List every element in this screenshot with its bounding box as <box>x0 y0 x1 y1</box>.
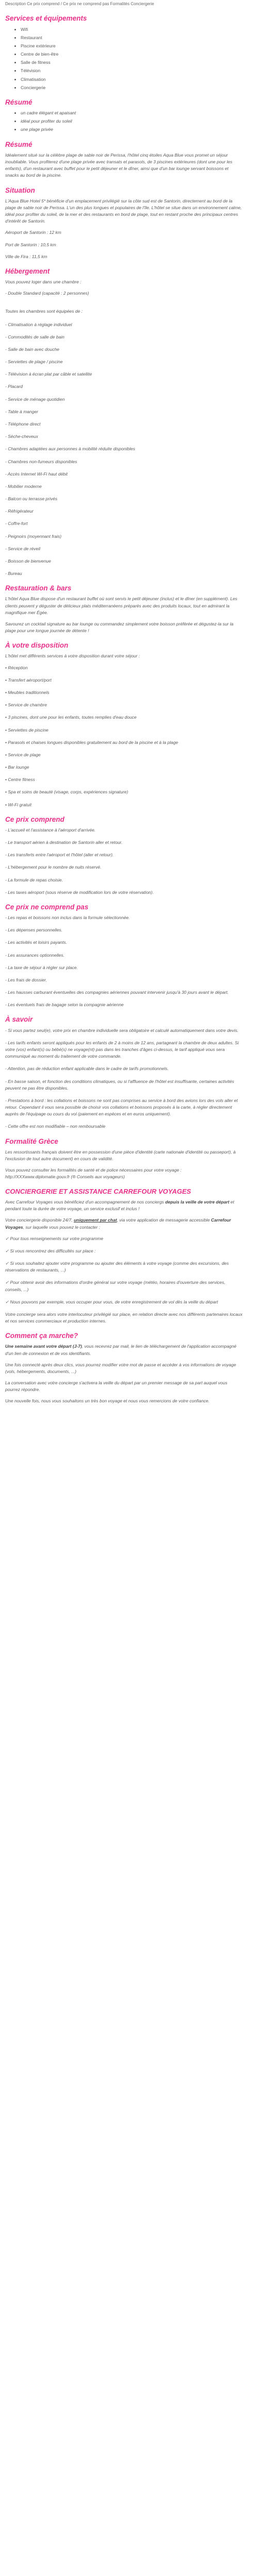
list-item: - Mobilier moderne <box>5 483 42 489</box>
list-item: • Conciergerie <box>21 84 243 91</box>
list-item: - Les activités et loisirs payants. <box>5 940 67 945</box>
list-item: - Sèche-cheveux <box>5 434 38 439</box>
list-item: - Les frais de dossier. <box>5 977 47 982</box>
list-item: - L'accueil et l'assistance à l'aéroport d'arrivée. <box>5 827 96 833</box>
ne-comprend-list <box>5 914 243 1008</box>
list-item: - Prestations à bord : les collations et boissons ne sont pas comprises au service à bord des avions lors des vols aller et retour. Cependant il vous sera possible de choisir vos collations et boissons proposés à la carte, à régler directement auprès de l'équipage ou cours du vol (paiement en espèces et en euros uniquement). <box>5 1097 238 1117</box>
list-item: • Restaurant <box>21 35 243 41</box>
list-item: - Les assurances optionnelles. <box>5 952 64 958</box>
list-item: - Chambres non-fumeurs disponibles <box>5 459 77 464</box>
comment-title: Comment ça marche? <box>5 1332 78 1340</box>
bold-span: depuis la veille de votre départ <box>165 1199 230 1205</box>
list-item: - Peignoirs (moyennant frais) <box>5 533 62 539</box>
list-item: - Placard <box>5 384 23 389</box>
resume-list <box>5 110 243 133</box>
bold-span: Une semaine avant votre départ (J-7) <box>5 1344 82 1349</box>
disposition-title: À votre disposition <box>5 641 69 650</box>
list-item: - En basse saison, et fonction des conditions climatiques, ou si l'affluence de l'hôtel est insuffisante, certaines activités peuvent ne pas être disponibles. <box>5 1078 234 1091</box>
list-item: • Service de plage <box>5 752 41 757</box>
situation-title: Situation <box>5 186 35 194</box>
breadcrumb: Description Ce prix comprend / Ce prix ne comprend pas Formalités Conciergerie <box>5 2 154 6</box>
list-item: ✓ Nous pouvons par exemple, vous occuper pour vous, de votre enregistrement de vol dès la veille du départ <box>5 1299 218 1304</box>
list-item: • une plage privée <box>21 126 243 133</box>
list-item: • un cadre élégant et apaisant <box>21 110 243 116</box>
list-item: - Les repas et boissons non inclus dans la formule sélectionnée. <box>5 915 130 921</box>
hebergement-title: Hébergement <box>5 267 50 275</box>
list-item: - Télévision à écran plat par câble et satellite <box>5 371 92 377</box>
list-item: • Wi-Fi gratuit <box>5 802 32 807</box>
list-item: - Les taxes aéroport (sous réserve de modification lors de votre réservation). <box>5 889 154 895</box>
list-item: - Table à manger <box>5 409 38 414</box>
distance-fira: Ville de Fira : 11,5 km <box>5 253 47 259</box>
conciergerie-paragraph-3: Votre concierge sera alors votre interlocuteur privilégié sur place, en relation directe avec nos différents partenaires locaux et nos services commerciaux et production internes. <box>5 1311 243 1324</box>
list-item: • Parasols et chaises longues disponibles gratuitement au bord de la piscine et à la plage <box>5 739 179 745</box>
text-span: , sur laquelle vous pouvez le contacter : <box>23 1224 100 1230</box>
disposition-intro: L'hôtel met différents services à votre disposition durant votre séjour : <box>5 653 140 659</box>
list-item: ✓ Pour obtenir avoir des informations d'ordre général sur votre voyage (météo, horaires d'ouverture des services, conseils, ...) <box>5 1280 225 1292</box>
list-item: - Les hausses carburant éventuelles des compagnies aériennes pouvant intervenir jusqu'à 30 jours avant le départ. <box>5 990 229 995</box>
list-item: • Serviettes de piscine <box>5 727 49 733</box>
list-item: - Bureau <box>5 571 22 577</box>
restauration-paragraph-1: L'hôtel Aqua Blue dispose d'un restaurant buffet où sont servis le petit déjeuner (inclus) et le dîner (en supplément). Les clients peuvent y déguster de délicieux plats méditerranéens préparés avec des produits locaux, tout en admirant la magnifique mer Égée. <box>5 596 237 615</box>
list-item: - Commodités de salle de bain <box>5 334 64 340</box>
services-list <box>5 26 243 91</box>
list-item: - La taxe de séjour à régler sur place. <box>5 964 78 970</box>
list-item: - Les tarifs enfants seront appliqués pour les enfants de 2 à moins de 12 ans, partageant la chambre de deux adultes. Si votre (vos) enfant(s) ou bébé(s) ne voyage(nt) pas dans les tranches d'âges ci-dessus, le tarif appliqué vous sera communiqué au moment du traitement de votre commande. <box>5 1040 239 1059</box>
savoir-list <box>5 1027 243 1130</box>
list-item: • Salle de fitness <box>21 59 243 66</box>
list-item: • Centre fitness <box>5 777 35 783</box>
situation-paragraph: L'Aqua Blue Hotel 5* bénéficie d'un emplacement privilégié sur la côte sud est de Santorin, directement au bord de la plage de sable noir de Perissa. L'un des plus longues et populaires de l'île. L'hôtel se situe dans un environnement calme, idéal pour profiter du soleil, de la mer et des restaurants en bord de plage, tout en restant proche des principaux centres d'intérêt de Santorin. <box>5 198 242 224</box>
resume-paragraph: Idéalement situé sur la célèbre plage de sable noir de Perissa, l'hôtel cinq étoiles Aqua Blue vous promet un séjour inoubliable. Vous profiterez d'une plage privée avec transats et parasols, de 3 piscines extérieures (dont une pour les enfants), d'un restaurant avec buffet pour le petit déjeuner et le dîner, ainsi que d'un bar lounge servant boissons et snacks au bord de la piscine. <box>5 152 233 178</box>
distance-port: Port de Santorin : 10,5 km <box>5 242 56 247</box>
conciergerie-paragraph-1 <box>5 1199 243 1212</box>
list-item: - Chambres adaptées aux personnes à mobilité réduite disponibles <box>5 446 135 452</box>
savoir-title: À savoir <box>5 1015 33 1024</box>
text-span: Avec Carrefour Voyages vous bénéficiez d'un accompagnement de nos conciergs <box>5 1199 166 1205</box>
list-item: • idéal pour profiter du soleil <box>21 118 243 125</box>
conciergerie-paragraph-2 <box>5 1217 243 1230</box>
services-title: Services et équipements <box>5 14 87 23</box>
list-item: ✓ Pour tous renseignements sur votre programme <box>5 1235 103 1241</box>
list-item: • Transfert aéroport/port <box>5 677 52 683</box>
list-item: • Spa et soins de beauté (visage, corps, expériences signature) <box>5 789 128 795</box>
list-item: • Bar lounge <box>5 765 29 770</box>
text-span: , vous recevrez par mail, le lien de téléchargement de l'application accompagné d'un lien de connexion et de vos identifiants. <box>5 1344 237 1356</box>
bold-span: uniquement par chat <box>73 1217 117 1223</box>
list-item: • Réception <box>5 665 28 670</box>
room-type: - Double Standard (capacité : 2 personnes) <box>5 291 89 296</box>
hebergement-intro: Vous pouvez loger dans une chambre : <box>5 279 82 285</box>
list-item: - Boisson de bienvenue <box>5 558 51 564</box>
list-item: - Les transferts entre l'aéroport et l'hôtel (aller et retour). <box>5 852 114 858</box>
conciergerie-list <box>5 1235 243 1306</box>
ne-comprend-title: Ce prix ne comprend pas <box>5 903 89 911</box>
equipment-intro: Toutes les chambres sont équipées de : <box>5 309 83 314</box>
restauration-paragraph-2: Savourez un cocktail signature au bar lounge ou commandez simplement votre boisson préférée et dégustez-la sur la plage pour une longue journée de détente ! <box>5 621 234 634</box>
list-item: ✓ Si vous rencontrez des difficultés sur place : <box>5 1248 96 1253</box>
text-span: Votre conciergerie disponible 24/7, <box>5 1217 74 1223</box>
list-item: - Si vous partez seul(e), votre prix en chambre individuelle sera obligatoire et calculé automatiquement dans votre devis. <box>5 1027 239 1033</box>
list-item: - Attention, pas de réduction enfant applicable dans le cadre de tarifs promotionnels. <box>5 1066 169 1072</box>
list-item: - Cette offre est non modifiable – non remboursable <box>5 1124 106 1129</box>
list-item: ✓ Si vous souhaitez ajouter votre programme ou ajouter des éléments à votre voyage (comme des excursions, des réservations de restaurants, ...) <box>5 1261 229 1273</box>
formalite-title: Formalité Grèce <box>5 1137 58 1145</box>
list-item: - Téléphone direct <box>5 421 41 427</box>
distance-airport: Aéroport de Santorin : 12 km <box>5 230 61 235</box>
comment-paragraph-3: La conversation avec votre concierge s'activera la veille du départ par un premier message de sa part auquel vous pourrez répondre. <box>5 1380 228 1393</box>
comprend-title: Ce prix comprend <box>5 815 64 823</box>
formalite-paragraph-2: Vous pouvez consulter les formalités de santé et de police nécessaires pour votre voyage : http://XXXwww.diplomatie.gouv.fr (® Conseils aux voyageurs) <box>5 1167 182 1180</box>
list-item: • Télévision <box>21 67 243 74</box>
list-item: - Les éventuels frais de bagage selon la compagnie aérienne <box>5 1002 124 1008</box>
list-item: - Salle de bain avec douche <box>5 346 59 352</box>
comment-paragraph-4: Une nouvelle fois, nous vous souhaitons un très bon voyage et nous vous remercions de votre confiance. <box>5 1398 209 1404</box>
list-item: • Wifi <box>21 26 243 33</box>
list-item: • Centre de bien-être <box>21 51 243 58</box>
bold-span: Carrefour Voyages <box>5 1217 231 1230</box>
formalite-paragraph-1: Les ressortissants français doivent être en possession d'une pièce d'identité (carte nationale d'identité ou passeport), à l'exclusion de tout autre document) en cours de validité. <box>5 1149 236 1161</box>
list-item: - Accès Internet Wi-Fi haut débit <box>5 471 68 477</box>
list-item: - Le transport aérien à destination de Santorin aller et retour. <box>5 840 123 845</box>
equipment-list <box>5 321 243 578</box>
text-span: , via votre application de messagerie accessible <box>117 1217 211 1223</box>
list-item: • Climatisation <box>21 76 243 83</box>
list-item: • Service de chambre <box>5 702 47 708</box>
list-item: - Service de ménage quotidien <box>5 396 65 402</box>
list-item: - Service de réveil <box>5 546 41 551</box>
comment-paragraph-1 <box>5 1343 243 1357</box>
list-item: - La formule de repas choisie. <box>5 877 63 883</box>
list-item: - L'hébergement pour le nombre de nuits réservé. <box>5 865 102 870</box>
list-item: • 3 piscines, dont une pour les enfants, toutes remplies d'eau douce <box>5 715 137 720</box>
list-item: - Les dépenses personnelles. <box>5 927 63 933</box>
list-item: - Coffre-fort <box>5 521 28 527</box>
list-item: - Climatisation à réglage individuel <box>5 321 72 327</box>
resume-title-2: Résumé <box>5 140 33 148</box>
list-item: - Balcon ou terrasse privés <box>5 496 58 502</box>
restauration-title: Restauration & bars <box>5 584 72 592</box>
list-item: - Serviettes de plage / piscine <box>5 359 63 365</box>
list-item: • Meubles traditionnels <box>5 689 50 695</box>
comment-paragraph-2: Une fois connecté après deux clics, vous pourrez modifier votre mot de passe et accéder à vos informations de voyage (vols, hébergements, documents, ...) <box>5 1362 236 1374</box>
conciergerie-title: CONCIERGERIE ET ASSISTANCE CARREFOUR VOYAGES <box>5 1188 191 1196</box>
list-item: • Piscine extérieure <box>21 43 243 49</box>
resume-title: Résumé <box>5 98 33 106</box>
list-item: - Réfrigérateur <box>5 509 34 514</box>
text-span: et pendant toute la durée de votre voyage, un service exclusif et inclus ! <box>5 1199 234 1212</box>
disposition-list <box>5 665 243 808</box>
comprend-list <box>5 827 243 896</box>
